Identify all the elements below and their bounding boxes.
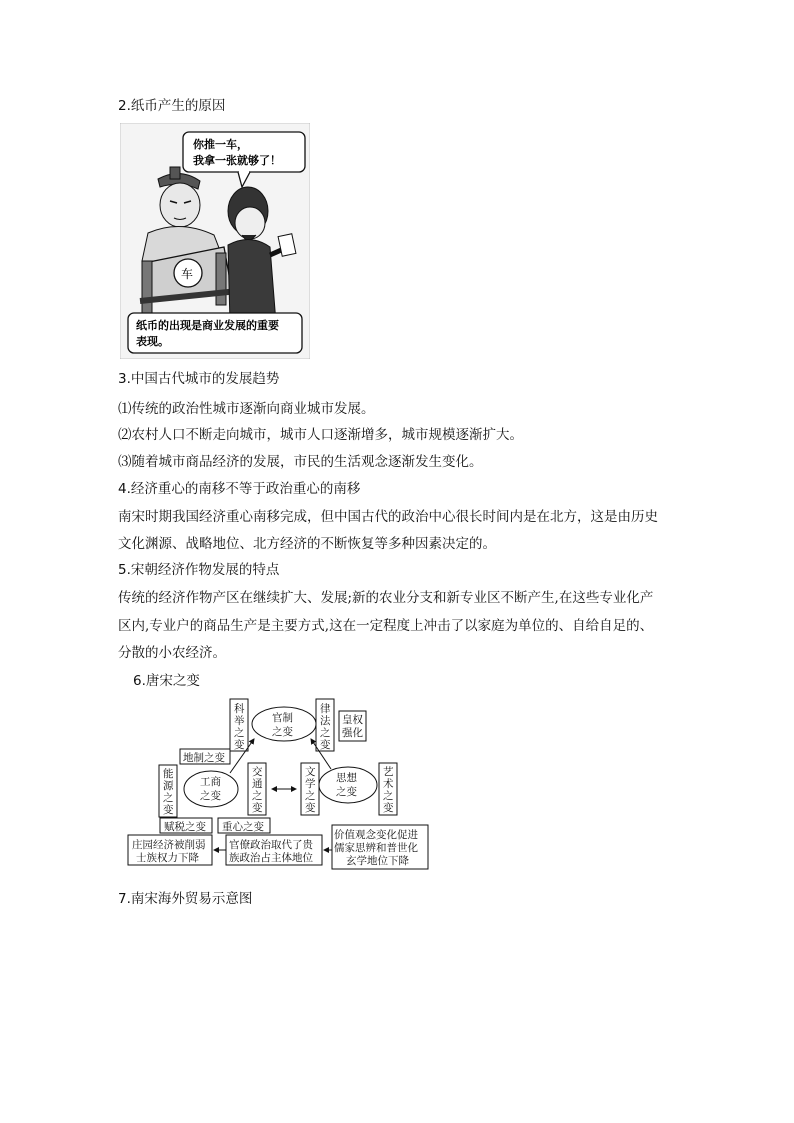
section-7-heading: 7.南宋海外贸易示意图 xyxy=(118,891,253,907)
gongshang-node xyxy=(184,771,238,807)
section-2-heading: 2.纸币产生的原因 xyxy=(118,98,226,114)
keju-text xyxy=(234,702,245,751)
jiaotong-text xyxy=(252,765,263,814)
zhongxin-text: 重心之变 xyxy=(222,821,264,833)
jiazhi-box xyxy=(332,825,428,869)
guanzhi-node xyxy=(252,707,316,741)
jiaotong-char: 变 xyxy=(252,802,263,814)
keju-char: 举 xyxy=(234,715,245,727)
zhuangyuan-line-1: 庄园经济被削弱 xyxy=(132,839,206,851)
huangquan-box xyxy=(339,711,366,741)
guanzhi-line-1: 官制 xyxy=(272,712,293,724)
jiazhi-line-1: 价值观念变化促进 xyxy=(334,829,418,841)
jiaotong-char: 之 xyxy=(252,790,263,802)
section-3-item-1: ⑴传统的政治性城市逐渐向商业城市发展。 xyxy=(118,401,375,417)
fushui-box xyxy=(160,818,212,833)
nengyuan-text xyxy=(163,767,174,816)
section-3-item-2: ⑵农村人口不断走向城市，城市人口逐渐增多，城市规模逐渐扩大。 xyxy=(118,427,523,443)
guanliao-line-2: 族政治占主体地位 xyxy=(229,852,313,864)
jiaotong-char: 交 xyxy=(252,766,263,778)
keju-char: 之 xyxy=(234,727,245,739)
yishu-char: 变 xyxy=(383,802,394,814)
nengyuan-char: 源 xyxy=(163,780,174,792)
jiaotong-box xyxy=(248,763,266,815)
lvfa-text xyxy=(320,702,331,751)
sixiang-line-2: 之变 xyxy=(336,786,357,798)
nengyuan-char: 之 xyxy=(163,792,174,804)
lvfa-char: 律 xyxy=(320,703,331,715)
lvfa-char: 法 xyxy=(320,715,331,727)
section-4-paragraph-line-1: 南宋时期我国经济重心南移完成，但中国古代的政治中心很长时间内是在北方，这是由历史 xyxy=(118,509,658,525)
zhuangyuan-line-2: 士族权力下降 xyxy=(136,852,199,864)
nengyuan-char: 能 xyxy=(163,768,174,780)
cart-label: 车 xyxy=(181,267,194,281)
section-3-heading: 3.中国古代城市的发展趋势 xyxy=(118,371,280,387)
jiazhi-line-3: 玄学地位下降 xyxy=(346,855,409,867)
nengyuan-box xyxy=(159,765,177,817)
keju-char: 科 xyxy=(234,703,245,715)
lvfa-char: 变 xyxy=(320,739,331,751)
caption-box xyxy=(128,313,302,353)
section-4-heading: 4.经济重心的南移不等于政治重心的南移 xyxy=(118,481,361,497)
yishu-text xyxy=(383,765,394,814)
zhuangyuan-box xyxy=(128,835,212,865)
wenxue-char: 之 xyxy=(305,790,316,802)
nengyuan-char: 变 xyxy=(163,804,174,816)
wenxue-char: 变 xyxy=(305,802,316,814)
bubble-line-2: 我拿一张就够了！ xyxy=(193,154,281,167)
fushui-text: 赋税之变 xyxy=(164,821,206,833)
lvfa-char: 之 xyxy=(320,727,331,739)
paper-money-comic-illustration xyxy=(120,123,310,359)
keju-char: 变 xyxy=(234,739,245,751)
section-3-item-3: ⑶随着城市商品经济的发展，市民的生活观念逐渐发生变化。 xyxy=(118,454,483,470)
bubble-line-1: 你推一车， xyxy=(193,138,248,151)
huangquan-line-2: 强化 xyxy=(342,727,363,739)
section-5-paragraph-line-3: 分散的小农经济。 xyxy=(118,645,226,661)
caption-line-2: 表现。 xyxy=(136,335,169,348)
dizhi-box xyxy=(180,749,230,764)
gongshang-line-1: 工商 xyxy=(200,776,221,788)
section-4-paragraph-line-2: 文化渊源、战略地位、北方经济的不断恢复等多种因素决定的。 xyxy=(118,536,496,552)
tang-song-transformation-diagram xyxy=(126,697,431,873)
yishu-char: 之 xyxy=(383,790,394,802)
section-6-heading: 6.唐宋之变 xyxy=(133,673,200,689)
dizhi-text: 地制之变 xyxy=(183,752,225,764)
yishu-char: 艺 xyxy=(383,766,394,778)
section-5-paragraph-line-1: 传统的经济作物产区在继续扩大、发展;新的农业分支和新专业区不断产生,在这些专业化产 xyxy=(118,590,654,606)
lvfa-box xyxy=(316,699,334,751)
guanliao-box xyxy=(226,835,322,865)
section-5-paragraph-line-2: 区内,专业户的商品生产是主要方式,这在一定程度上冲击了以家庭为单位的、自给自足的、 xyxy=(118,618,654,634)
yishu-char: 术 xyxy=(383,778,394,790)
zhongxin-box xyxy=(218,818,270,833)
jiazhi-line-2: 儒家思辨和普世化 xyxy=(334,842,418,854)
sixiang-line-1: 思想 xyxy=(336,772,357,784)
wenxue-char: 学 xyxy=(305,778,316,790)
gongshang-line-2: 之变 xyxy=(200,790,221,802)
wenxue-box xyxy=(301,763,319,815)
guanzhi-line-2: 之变 xyxy=(272,726,293,738)
wenxue-text xyxy=(305,766,316,814)
yishu-box xyxy=(379,763,397,815)
sixiang-node xyxy=(319,767,377,803)
keju-box xyxy=(230,699,248,751)
jiaotong-char: 通 xyxy=(252,778,263,790)
guanliao-line-1: 官僚政治取代了贵 xyxy=(229,839,313,851)
section-5-heading: 5.宋朝经济作物发展的特点 xyxy=(118,562,280,578)
caption-line-1: 纸币的出现是商业发展的重要 xyxy=(136,319,279,332)
wenxue-char: 文 xyxy=(305,766,316,778)
huangquan-line-1: 皇权 xyxy=(342,714,363,726)
